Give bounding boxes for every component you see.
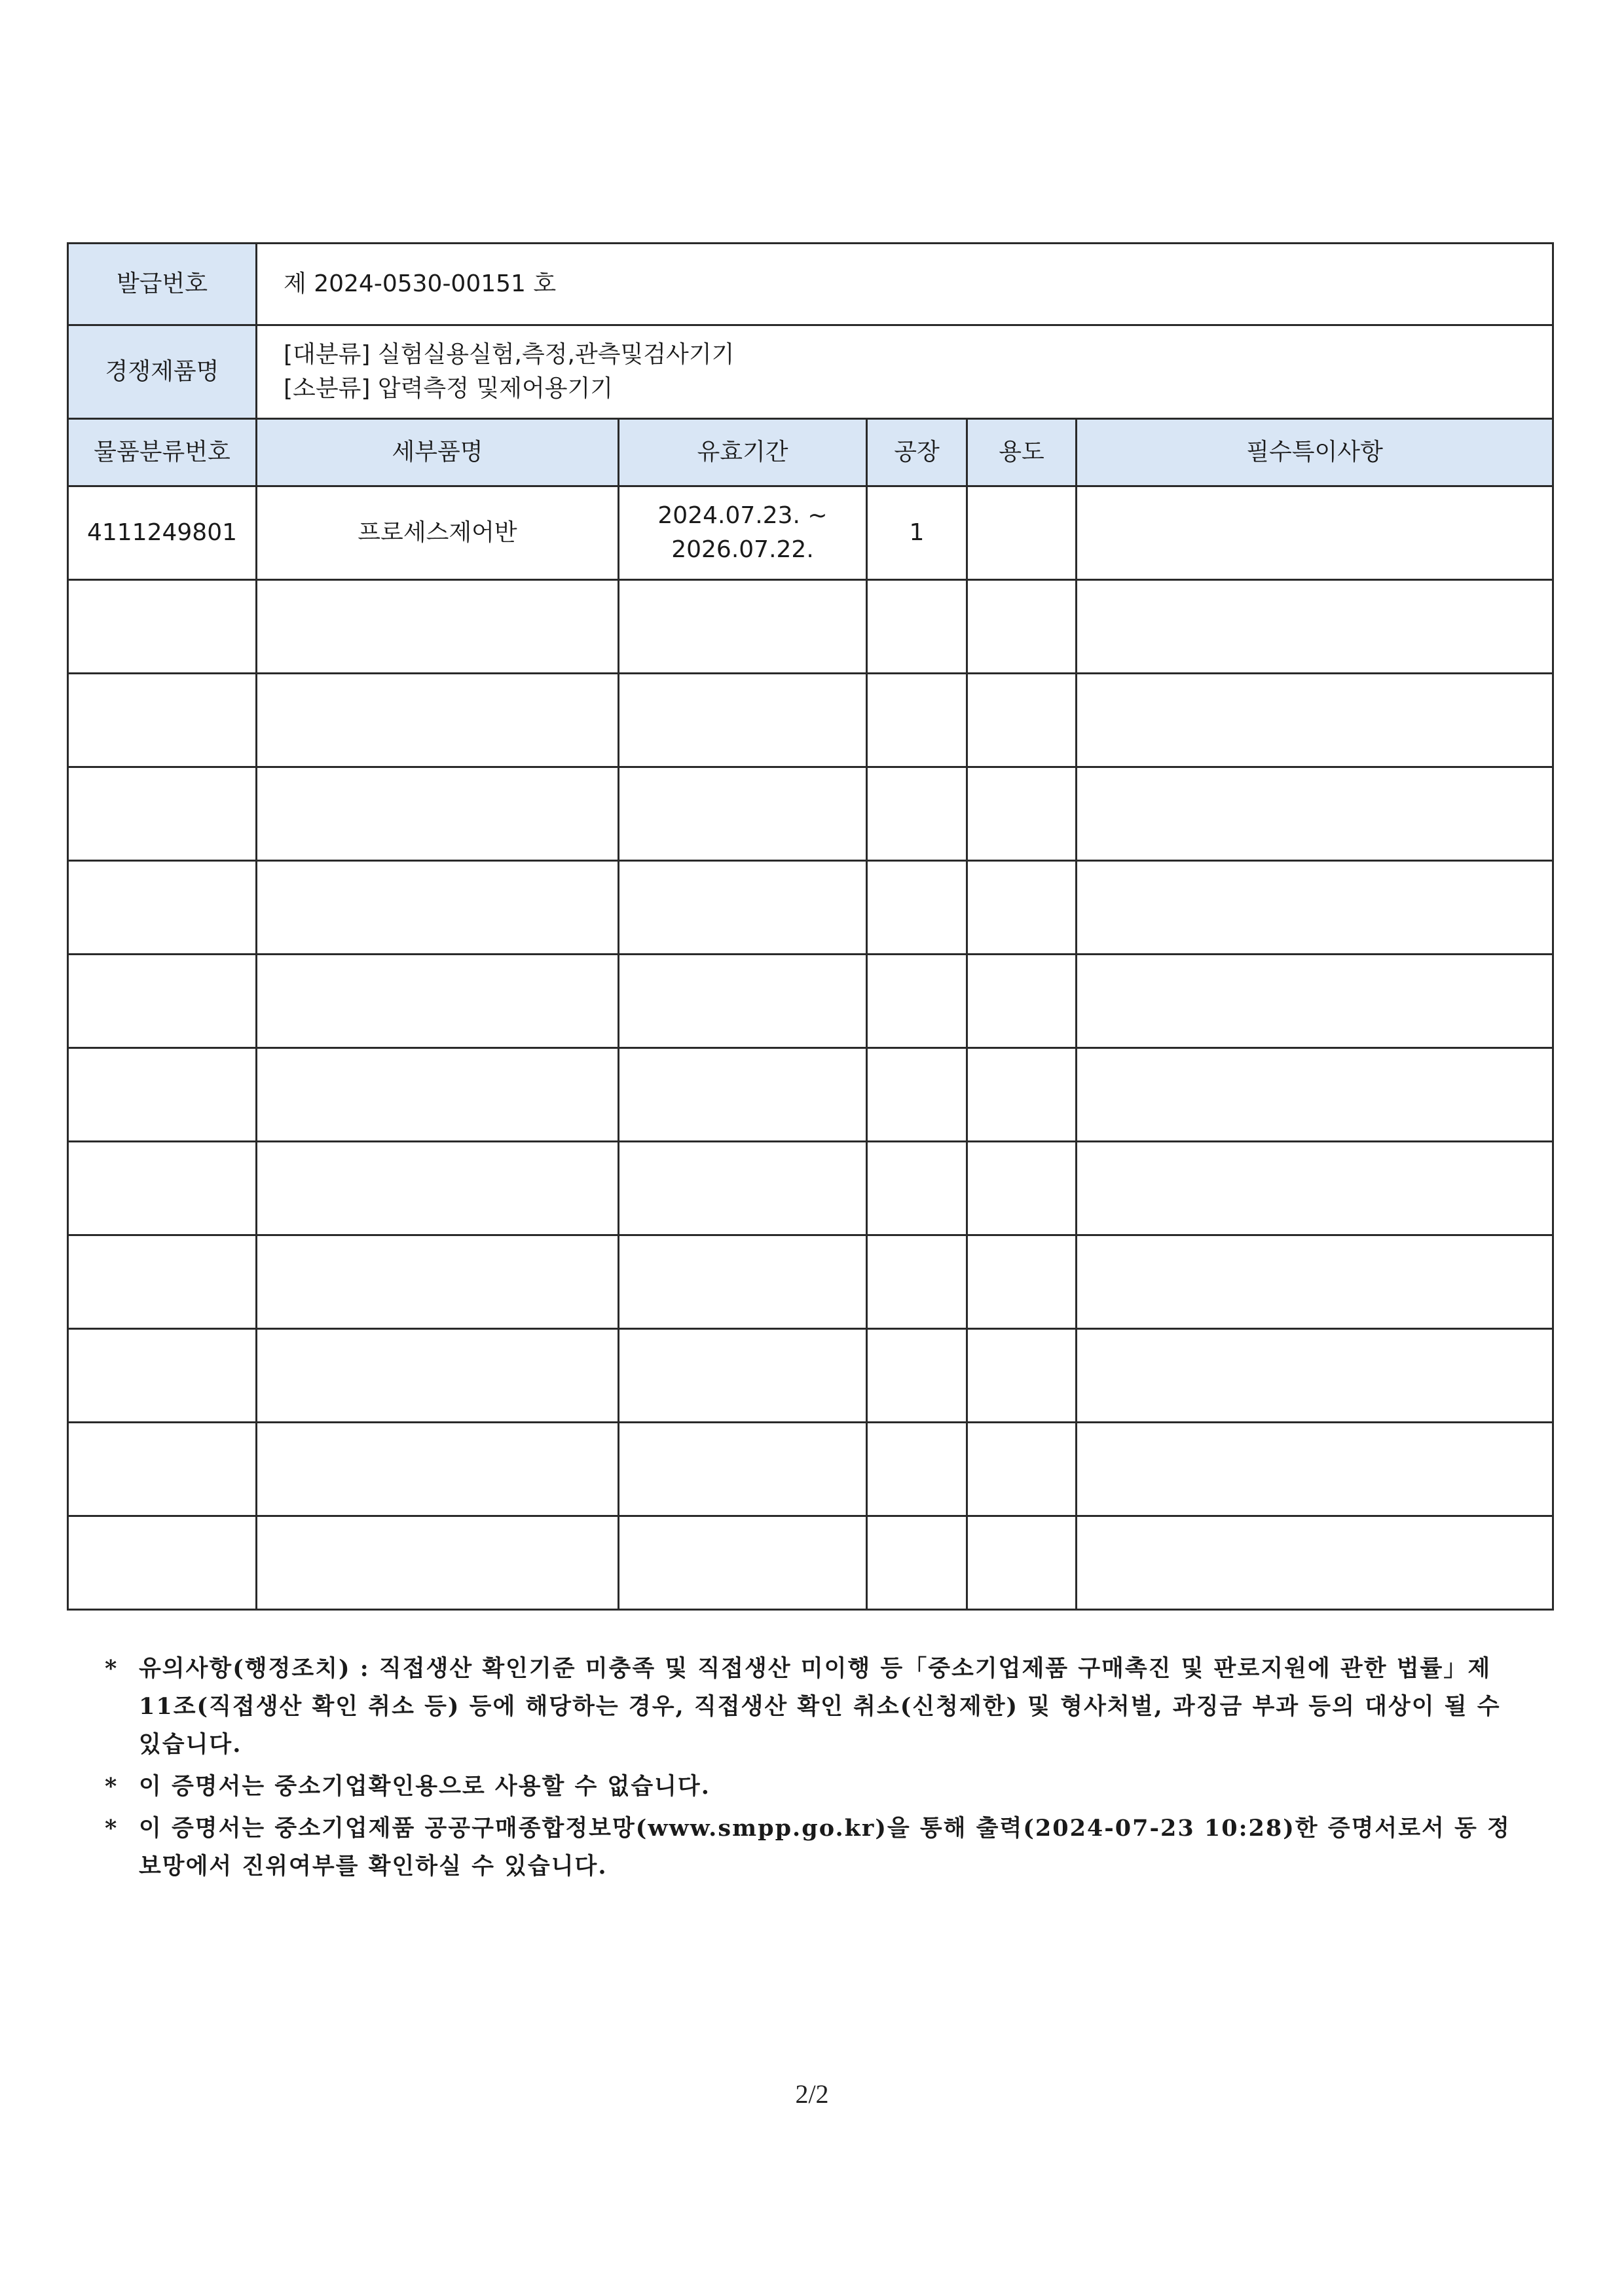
empty-row (68, 955, 1553, 1048)
column-header-name: 세부품명 (257, 419, 619, 486)
empty-row (68, 580, 1553, 674)
column-header-period: 유효기간 (619, 419, 867, 486)
product-minor-category: [소분류] 압력측정 및제어용기기 (284, 375, 614, 402)
column-header-row (68, 419, 1553, 486)
product-name-value (257, 325, 1553, 419)
certificate-table (67, 242, 1554, 1611)
cell-period (619, 486, 867, 580)
empty-row (68, 861, 1553, 955)
issue-number-value: 제 2024-0530-00151 호 (257, 244, 1553, 325)
empty-row (68, 767, 1553, 861)
column-header-usage: 용도 (967, 419, 1077, 486)
note-item (105, 1810, 1519, 1886)
empty-row (68, 1329, 1553, 1423)
product-name-row (68, 325, 1553, 419)
note-item (105, 1768, 1519, 1806)
page-number: 2/2 (795, 2079, 829, 2109)
note-bullet: * (105, 1815, 119, 1842)
cell-notes (1077, 486, 1553, 580)
empty-row (68, 1142, 1553, 1235)
empty-row (68, 674, 1553, 767)
note-text: 이 증명서는 중소기업제품 공공구매종합정보망(www.smpp.go.kr)을 통해 출력(2024-07-23 10:28)한 증명서로서 동 정보망에서 진위여부를 확인하실 수 있습니다. (139, 1815, 1511, 1880)
issue-number-label: 발급번호 (68, 244, 257, 325)
cell-usage (967, 486, 1077, 580)
note-item (105, 1650, 1519, 1764)
note-text: 유의사항(행정조치) : 직접생산 확인기준 미충족 및 직접생산 미이행 등「중소기업제품 구매촉진 및 판로지원에 관한 법률」제11조(직접생산 확인 취소 등) 등에 해당하는 경우, 직접생산 확인 취소(신청제한) 및 형사처벌, 과징금 부과 등의 대상이 될 수 있습니다. (139, 1655, 1501, 1758)
empty-row (68, 1048, 1553, 1142)
column-header-factory: 공장 (867, 419, 967, 486)
note-bullet: * (105, 1655, 119, 1682)
product-name-label: 경쟁제품명 (68, 325, 257, 419)
cell-period-end: 2026.07.22. (671, 536, 814, 563)
column-header-notes: 필수특이사항 (1077, 419, 1553, 486)
issue-number-row (68, 244, 1553, 325)
product-major-category: [대분류] 실험실용실험,측정,관측및검사기기 (284, 340, 735, 368)
notes-section (105, 1650, 1519, 1889)
empty-row (68, 1423, 1553, 1516)
cell-period-start: 2024.07.23. ~ (657, 501, 828, 529)
note-bullet: * (105, 1773, 119, 1800)
note-text: 이 증명서는 중소기업확인용으로 사용할 수 없습니다. (139, 1773, 710, 1800)
cell-code: 4111249801 (68, 486, 257, 580)
empty-row (68, 1235, 1553, 1329)
cell-name: 프로세스제어반 (257, 486, 619, 580)
column-header-code: 물품분류번호 (68, 419, 257, 486)
table-row (68, 486, 1553, 580)
empty-row (68, 1516, 1553, 1610)
cell-factory: 1 (867, 486, 967, 580)
